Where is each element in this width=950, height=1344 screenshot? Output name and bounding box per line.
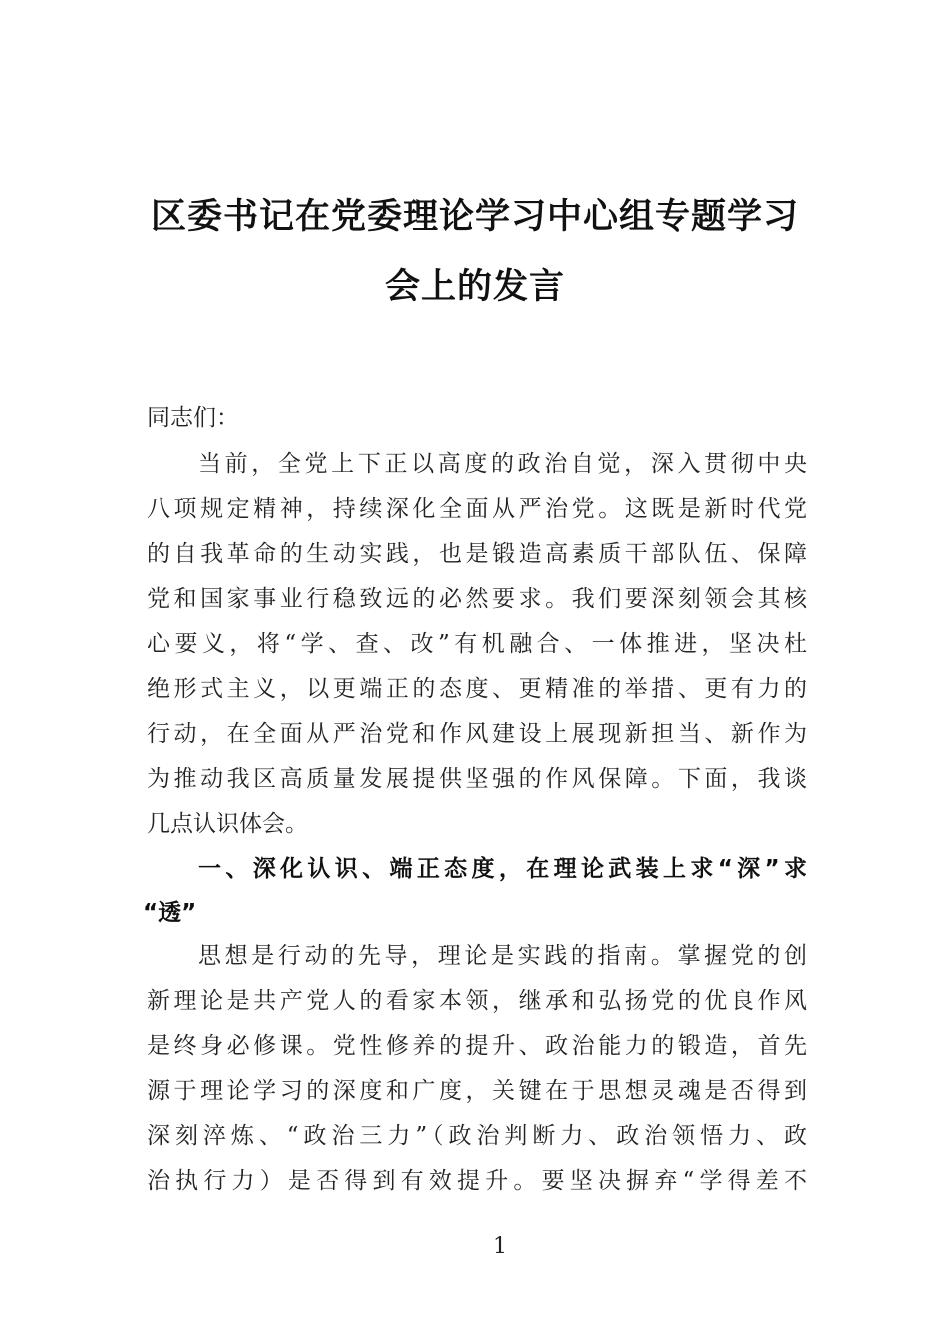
- paragraph-2-line: 是终身必修课。党性修养的提升、政治能力的锻造，首先: [147, 1033, 807, 1059]
- paragraph-1-line: 八项规定精神，持续深化全面从严治党。这既是新时代党: [147, 496, 807, 522]
- paragraph-2-line: 新理论是共产党人的看家本领，继承和弘扬党的优良作风: [147, 988, 807, 1014]
- section-heading-1: 一、深化认识、端正态度，在理论武装上求“深”求: [198, 856, 807, 882]
- document-title-line-1: 区委书记在党委理论学习中心组专题学习: [150, 197, 799, 237]
- paragraph-1-line: 当前，全党上下正以高度的政治自觉，深入贯彻中央: [198, 451, 807, 477]
- paragraph-1-line: 的自我革命的生动实践，也是锻造高素质干部队伍、保障: [147, 541, 807, 567]
- page-number: 1: [493, 1234, 507, 1259]
- document-title-line-2: 会上的发言: [384, 267, 565, 307]
- paragraph-1-line: 几点认识体会。: [147, 811, 308, 837]
- paragraph-1-line: 绝形式主义，以更端正的态度、更精准的举措、更有力的: [147, 676, 807, 702]
- paragraph-2-line: 源于理论学习的深度和广度，关键在于思想灵魂是否得到: [147, 1078, 807, 1104]
- paragraph-2-line: 治执行力）是否得到有效提升。要坚决摒弃“学得差不: [147, 1168, 807, 1194]
- paragraph-2-line: 深刻淬炼、“政治三力”（政治判断力、政治领悟力、政: [147, 1123, 807, 1149]
- paragraph-1-line: 党和国家事业行稳致远的必然要求。我们要深刻领会其核: [147, 586, 807, 612]
- paragraph-1-line: 行动，在全面从严治党和作风建设上展现新担当、新作为: [147, 721, 807, 747]
- salutation: 同志们：: [147, 405, 239, 431]
- paragraph-1-line: 为推动我区高质量发展提供坚强的作风保障。下面，我谈: [147, 766, 807, 792]
- paragraph-1-line: 心要义，将“学、查、改”有机融合、一体推进，坚决杜: [147, 631, 807, 657]
- paragraph-2-line: 思想是行动的先导，理论是实践的指南。掌握党的创: [198, 943, 807, 969]
- section-heading-1-continued: “透”: [143, 900, 197, 926]
